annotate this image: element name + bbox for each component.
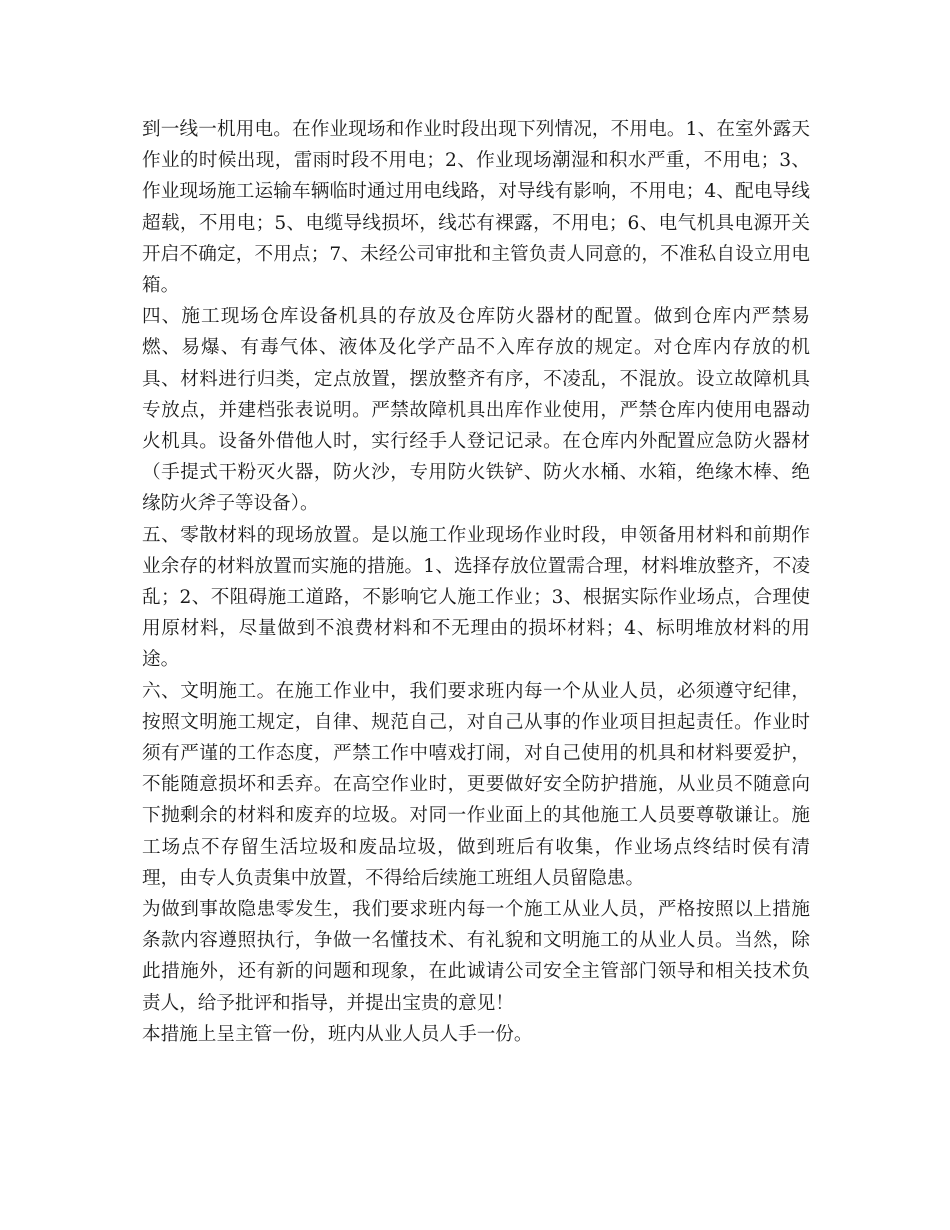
paragraph-civilized-construction: 六、文明施工。在施工作业中，我们要求班内每一个从业人员，必须遵守纪律，按照文明施工规定，自律、规范自己，对自己从事的作业项目担起责任。作业时须有严谨的工作态度，严禁工作中嘻戏打闹，对自己使用的机具和材料要爱护，不能随意损坏和丢弃。在高空作业时，更要做好安全防护措施，从业员不随意向下抛剩余的材料和废弃的垃圾。对同一作业面上的其他施工人员要尊敬谦让。施工场点不存留生活垃圾和废品垃圾，做到班后有收集，作业场点终结时侯有清理，由专人负责集中放置，不得给后续施工班组人员留隐患。 (142, 680, 810, 889)
paragraph-electricity-rules: 到一线一机用电。在作业现场和作业时段出现下列情况，不用电。1、在室外露天作业的时候出现，雷雨时段不用电；2、作业现场潮湿和积水严重，不用电；3、作业现场施工运输车辆临时通过用电线路，对导线有影响，不用电；4、配电导线超载，不用电；5、电缆导线损坏，线芯有裸露，不用电；6、电气机具电源开关开启不确定，不用点；7、未经公司审批和主管负责人同意的，不准私自设立用电箱。 (142, 119, 810, 297)
paragraph-zero-hazard: 为做到事故隐患零发生，我们要求班内每一个施工从业人员，严格按照以上措施条款内容遵照执行，争做一名懂技术、有礼貌和文明施工的从业人员。当然，除此措施外，还有新的问题和现象，在此诚请公司安全主管部门领导和相关技术负责人，给予批评和指导，并提出宝贵的意见！ (142, 899, 810, 1014)
paragraph-distribution-note: 本措施上呈主管一份，班内从业人员人手一份。 (142, 1023, 533, 1045)
paragraph-scattered-materials: 五、零散材料的现场放置。是以施工作业现场作业时段，申领备用材料和前期作业余存的材料放置而实施的措施。1、选择存放位置需合理，材料堆放整齐，不凌乱；2、不阻碍施工道路，不影响它人施工作业；3、根据实际作业场点，合理使用原材料，尽量做到不浪费材料和不无理由的损坏材料；4、标明堆放材料的用途。 (142, 524, 810, 671)
paragraph-warehouse-storage: 四、施工现场仓库设备机具的存放及仓库防火器材的配置。做到仓库内严禁易燃、易爆、有毒气体、液体及化学产品不入库存放的规定。对仓库内存放的机具、材料进行归类，定点放置，摆放整齐有序，不凌乱，不混放。设立故障机具专放点，并建档张表说明。严禁故障机具出库作业使用，严禁仓库内使用电器动火机具。设备外借他人时，实行经手人登记记录。在仓库内外配置应急防火器材（手提式干粉灭火器，防火沙，专用防火铁铲、防火水桶、水箱，绝缘木棒、绝缘防火斧子等设备）。 (142, 306, 810, 515)
document-body (142, 114, 810, 1050)
